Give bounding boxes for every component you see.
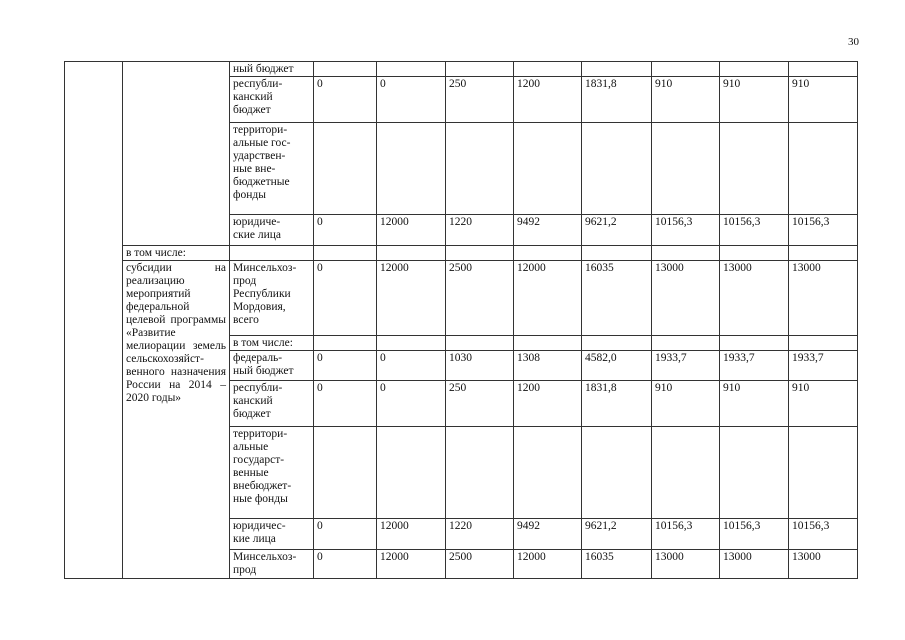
source-cell: республи- канский бюджет [230,77,314,123]
value-cell: 250 [446,77,514,123]
value-cell [514,123,582,215]
value-cell: 910 [652,381,720,427]
value-cell [314,336,377,351]
value-cell [652,427,720,519]
value-cell: 1308 [514,351,582,381]
empty-index-cell [65,62,123,579]
value-cell: 12000 [377,261,446,336]
value-cell: 0 [314,351,377,381]
value-cell: 1933,7 [652,351,720,381]
page-number: 30 [848,36,859,48]
value-cell: 12000 [377,519,446,550]
source-cell: Минсельхоз- прод [230,550,314,579]
value-cell [582,123,652,215]
value-cell: 10156,3 [652,215,720,246]
value-cell: 2500 [446,550,514,579]
empty-cell [652,246,720,261]
budget-table [64,61,858,579]
value-cell: 0 [314,261,377,336]
value-cell: 10156,3 [720,519,789,550]
value-cell [720,427,789,519]
value-cell: 13000 [789,261,858,336]
value-cell [446,62,514,77]
value-cell: 12000 [514,261,582,336]
value-cell: 910 [789,77,858,123]
value-cell: 0 [377,351,446,381]
value-cell [377,62,446,77]
value-cell: 0 [314,77,377,123]
empty-cell [314,246,377,261]
value-cell: 4582,0 [582,351,652,381]
value-cell [789,427,858,519]
value-cell: 16035 [582,550,652,579]
table-body [65,62,858,579]
source-cell: ный бюджет [230,62,314,77]
value-cell [314,62,377,77]
source-cell: Минсельхоз- прод Республики Мордовия, всего [230,261,314,336]
value-cell: 13000 [720,550,789,579]
value-cell: 910 [789,381,858,427]
table-row [65,62,858,77]
value-cell [582,62,652,77]
source-cell: территори- альные государст- венные внебюджет- ные фонды [230,427,314,519]
value-cell [652,62,720,77]
empty-cell [377,246,446,261]
value-cell [720,62,789,77]
value-cell: 12000 [514,550,582,579]
value-cell: 10156,3 [789,519,858,550]
value-cell: 12000 [377,215,446,246]
value-cell [789,62,858,77]
value-cell: 1220 [446,215,514,246]
value-cell: 2500 [446,261,514,336]
value-cell: 1200 [514,77,582,123]
value-cell: 9492 [514,215,582,246]
value-cell: 13000 [789,550,858,579]
including-label: в том числе: [123,246,230,261]
value-cell [514,62,582,77]
value-cell: 1200 [514,381,582,427]
value-cell [514,427,582,519]
empty-cell [514,246,582,261]
value-cell [789,123,858,215]
value-cell: 0 [314,381,377,427]
value-cell: 10156,3 [720,215,789,246]
source-cell: территори- альные гос- ударствен- ные вне- бюджетные фонды [230,123,314,215]
value-cell [514,336,582,351]
value-cell: 13000 [652,550,720,579]
value-cell [446,427,514,519]
value-cell: 9621,2 [582,215,652,246]
value-cell: 1933,7 [720,351,789,381]
value-cell: 12000 [377,550,446,579]
value-cell [652,336,720,351]
source-cell: федераль- ный бюджет [230,351,314,381]
empty-cell [789,246,858,261]
subsidy-description: субсидии на реализацию мероприятий федеральной целевой программы «Развитие мелиорации земель сельскохозяйст-венного назначения России на 2014 – 2020 годы» [123,261,230,579]
source-cell: республи- канский бюджет [230,381,314,427]
value-cell [377,123,446,215]
empty-cell [230,246,314,261]
value-cell: 1933,7 [789,351,858,381]
value-cell [652,123,720,215]
value-cell [582,336,652,351]
value-cell: 10156,3 [789,215,858,246]
value-cell [446,123,514,215]
value-cell: 0 [314,519,377,550]
table-row [65,246,858,261]
source-cell: юридичес- кие лица [230,519,314,550]
value-cell [446,336,514,351]
value-cell [720,123,789,215]
value-cell: 1030 [446,351,514,381]
value-cell [582,427,652,519]
value-cell: 1220 [446,519,514,550]
value-cell: 9492 [514,519,582,550]
value-cell: 16035 [582,261,652,336]
empty-desc-cell [123,62,230,246]
source-cell: в том числе: [230,336,314,351]
value-cell: 13000 [720,261,789,336]
empty-cell [446,246,514,261]
value-cell: 250 [446,381,514,427]
value-cell: 0 [377,77,446,123]
value-cell: 0 [314,550,377,579]
value-cell [314,123,377,215]
value-cell: 910 [720,77,789,123]
value-cell: 0 [314,215,377,246]
value-cell [789,336,858,351]
value-cell: 0 [377,381,446,427]
value-cell: 910 [720,381,789,427]
value-cell: 10156,3 [652,519,720,550]
value-cell: 1831,8 [582,77,652,123]
table-row [65,261,858,336]
source-cell: юридиче- ские лица [230,215,314,246]
value-cell: 13000 [652,261,720,336]
value-cell: 910 [652,77,720,123]
value-cell [377,336,446,351]
empty-cell [720,246,789,261]
value-cell [377,427,446,519]
value-cell [314,427,377,519]
value-cell: 9621,2 [582,519,652,550]
empty-cell [582,246,652,261]
value-cell: 1831,8 [582,381,652,427]
value-cell [720,336,789,351]
